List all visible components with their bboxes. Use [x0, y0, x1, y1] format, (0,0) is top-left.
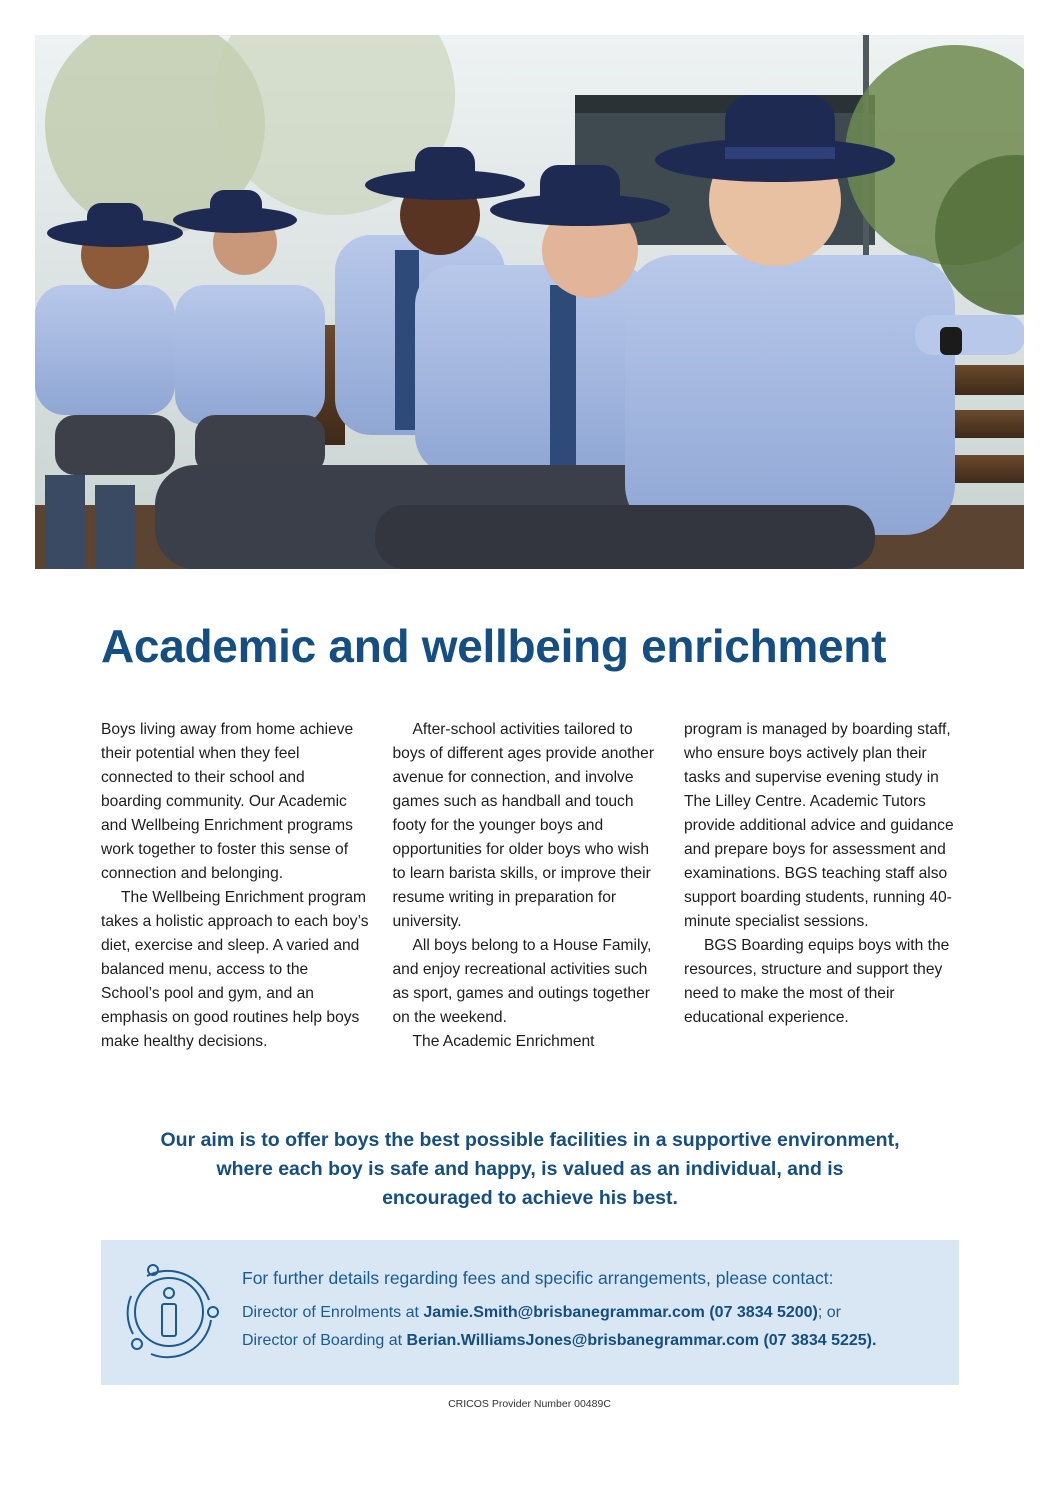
enrolments-email-link[interactable]: Jamie.Smith@brisbanegrammar.com (07 3834 5200)	[423, 1304, 818, 1321]
boarding-prefix: Director of Boarding at	[242, 1332, 407, 1349]
boarding-email-link[interactable]: Berian.WilliamsJones@brisbanegrammar.com (07 3834 5225).	[406, 1332, 877, 1349]
aim-line: Our aim is to offer boys the best possible facilities in a supportive environment,	[160, 1129, 900, 1151]
body-paragraph: After-school activities tailored to boys of different ages provide another avenue for connection, and involve games such as handball and touch footy for the younger boys and opportunities for older boys who wish to learn barista skills, or improve their resume writing in preparation for university.	[392, 721, 655, 930]
cricos-footer: CRICOS Provider Number 00489C	[448, 1398, 611, 1410]
contact-box	[101, 1240, 959, 1385]
aim-statement	[101, 1126, 959, 1213]
page-title: Academic and wellbeing enrichment	[101, 620, 887, 672]
body-paragraph: Boys living away from home achieve their potential when they feel connected to their school and boarding community. Our Academic and Wellbeing Enrichment programs work together to foster this sense of connection and belonging.	[101, 721, 354, 882]
body-column-3	[684, 718, 959, 1054]
body-column-2	[393, 718, 661, 1054]
body-column-1	[101, 718, 369, 1054]
info-icon	[117, 1260, 221, 1364]
body-paragraph: The Academic Enrichment	[412, 1033, 595, 1050]
body-paragraph: All boys belong to a House Family, and enjoy recreational activities such as sport, games and outings together on the weekend.	[392, 937, 652, 1026]
enrolments-prefix: Director of Enrolments at	[242, 1304, 424, 1321]
body-paragraph: The Wellbeing Enrichment program takes a holistic approach to each boy’s diet, exercise and sleep. A varied and balanced menu, access to the School’s pool and gym, and an emphasis on good routines help boys make healthy decisions.	[101, 889, 369, 1050]
enrolments-suffix: ; or	[817, 1304, 841, 1321]
aim-line: encouraged to achieve his best.	[382, 1187, 678, 1209]
hero-photo	[35, 35, 1024, 569]
body-columns	[101, 718, 959, 1054]
contact-heading: For further details regarding fees and specific arrangements, please contact:	[242, 1268, 834, 1288]
hero-photo-illustration	[35, 35, 1024, 569]
contact-boarding	[242, 1330, 957, 1352]
contact-enrolments	[242, 1302, 957, 1324]
body-paragraph: BGS Boarding equips boys with the resources, structure and support they need to make the most of their educational experience.	[684, 937, 950, 1026]
body-paragraph: program is managed by boarding staff, who ensure boys actively plan their tasks and supervise evening study in The Lilley Centre. Academic Tutors provide additional advice and guidance and prepare boys for assessment and examinations. BGS teaching staff also support boarding students, running 40-minute specialist sessions.	[684, 721, 954, 930]
aim-line: where each boy is safe and happy, is valued as an individual, and is	[216, 1158, 844, 1180]
